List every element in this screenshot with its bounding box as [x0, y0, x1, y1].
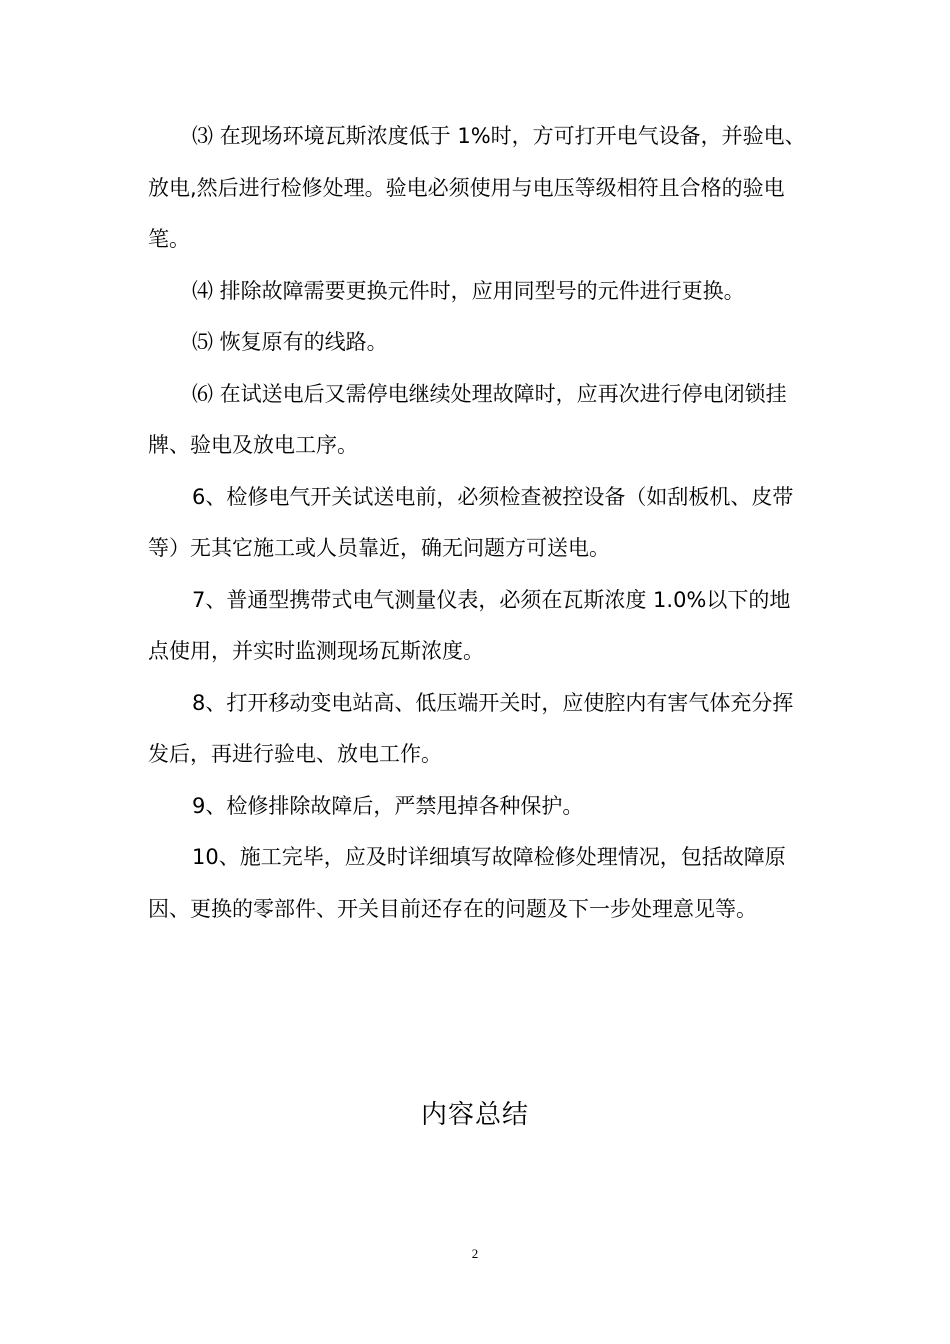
paragraph-step-6: ⑹ 在试送电后又需停电继续处理故障时，应再次进行停电闭锁挂牌、验电及放电工序。 — [148, 381, 787, 457]
paragraph-item-8: 8、打开移动变电站高、低压端开关时，应使腔内有害气体充分挥发后，再进行验电、放电工作。 — [148, 690, 794, 766]
document-body — [148, 111, 808, 935]
page-number: 2 — [471, 1246, 479, 1261]
paragraph-step-3: ⑶ 在现场环境瓦斯浓度低于 1%时，方可打开电气设备，并验电、放电,然后进行检修处理。验电必须使用与电压等级相符且合格的验电笔。 — [148, 124, 806, 251]
section-title: 内容总结 — [420, 1100, 529, 1130]
paragraph-step-5: ⑸ 恢复原有的线路。 — [192, 330, 388, 354]
paragraph-item-6: 6、检修电气开关试送电前，必须检查被控设备（如刮板机、皮带等）无其它施工或人员靠近，确无问题方可送电。 — [148, 484, 794, 560]
paragraph-item-9: 9、检修排除故障后，严禁甩掉各种保护。 — [192, 793, 584, 818]
paragraph-item-7: 7、普通型携带式电气测量仪表，必须在瓦斯浓度 1.0%以下的地点使用，并实时监测现场瓦斯浓度。 — [148, 587, 791, 663]
paragraph-step-4: ⑷ 排除故障需要更换元件时，应用同型号的元件进行更换。 — [192, 278, 745, 303]
paragraph-item-10: 10、施工完毕，应及时详细填写故障检修处理情况，包括故障原因、更换的零部件、开关目前还存在的问题及下一步处理意见等。 — [148, 845, 786, 921]
